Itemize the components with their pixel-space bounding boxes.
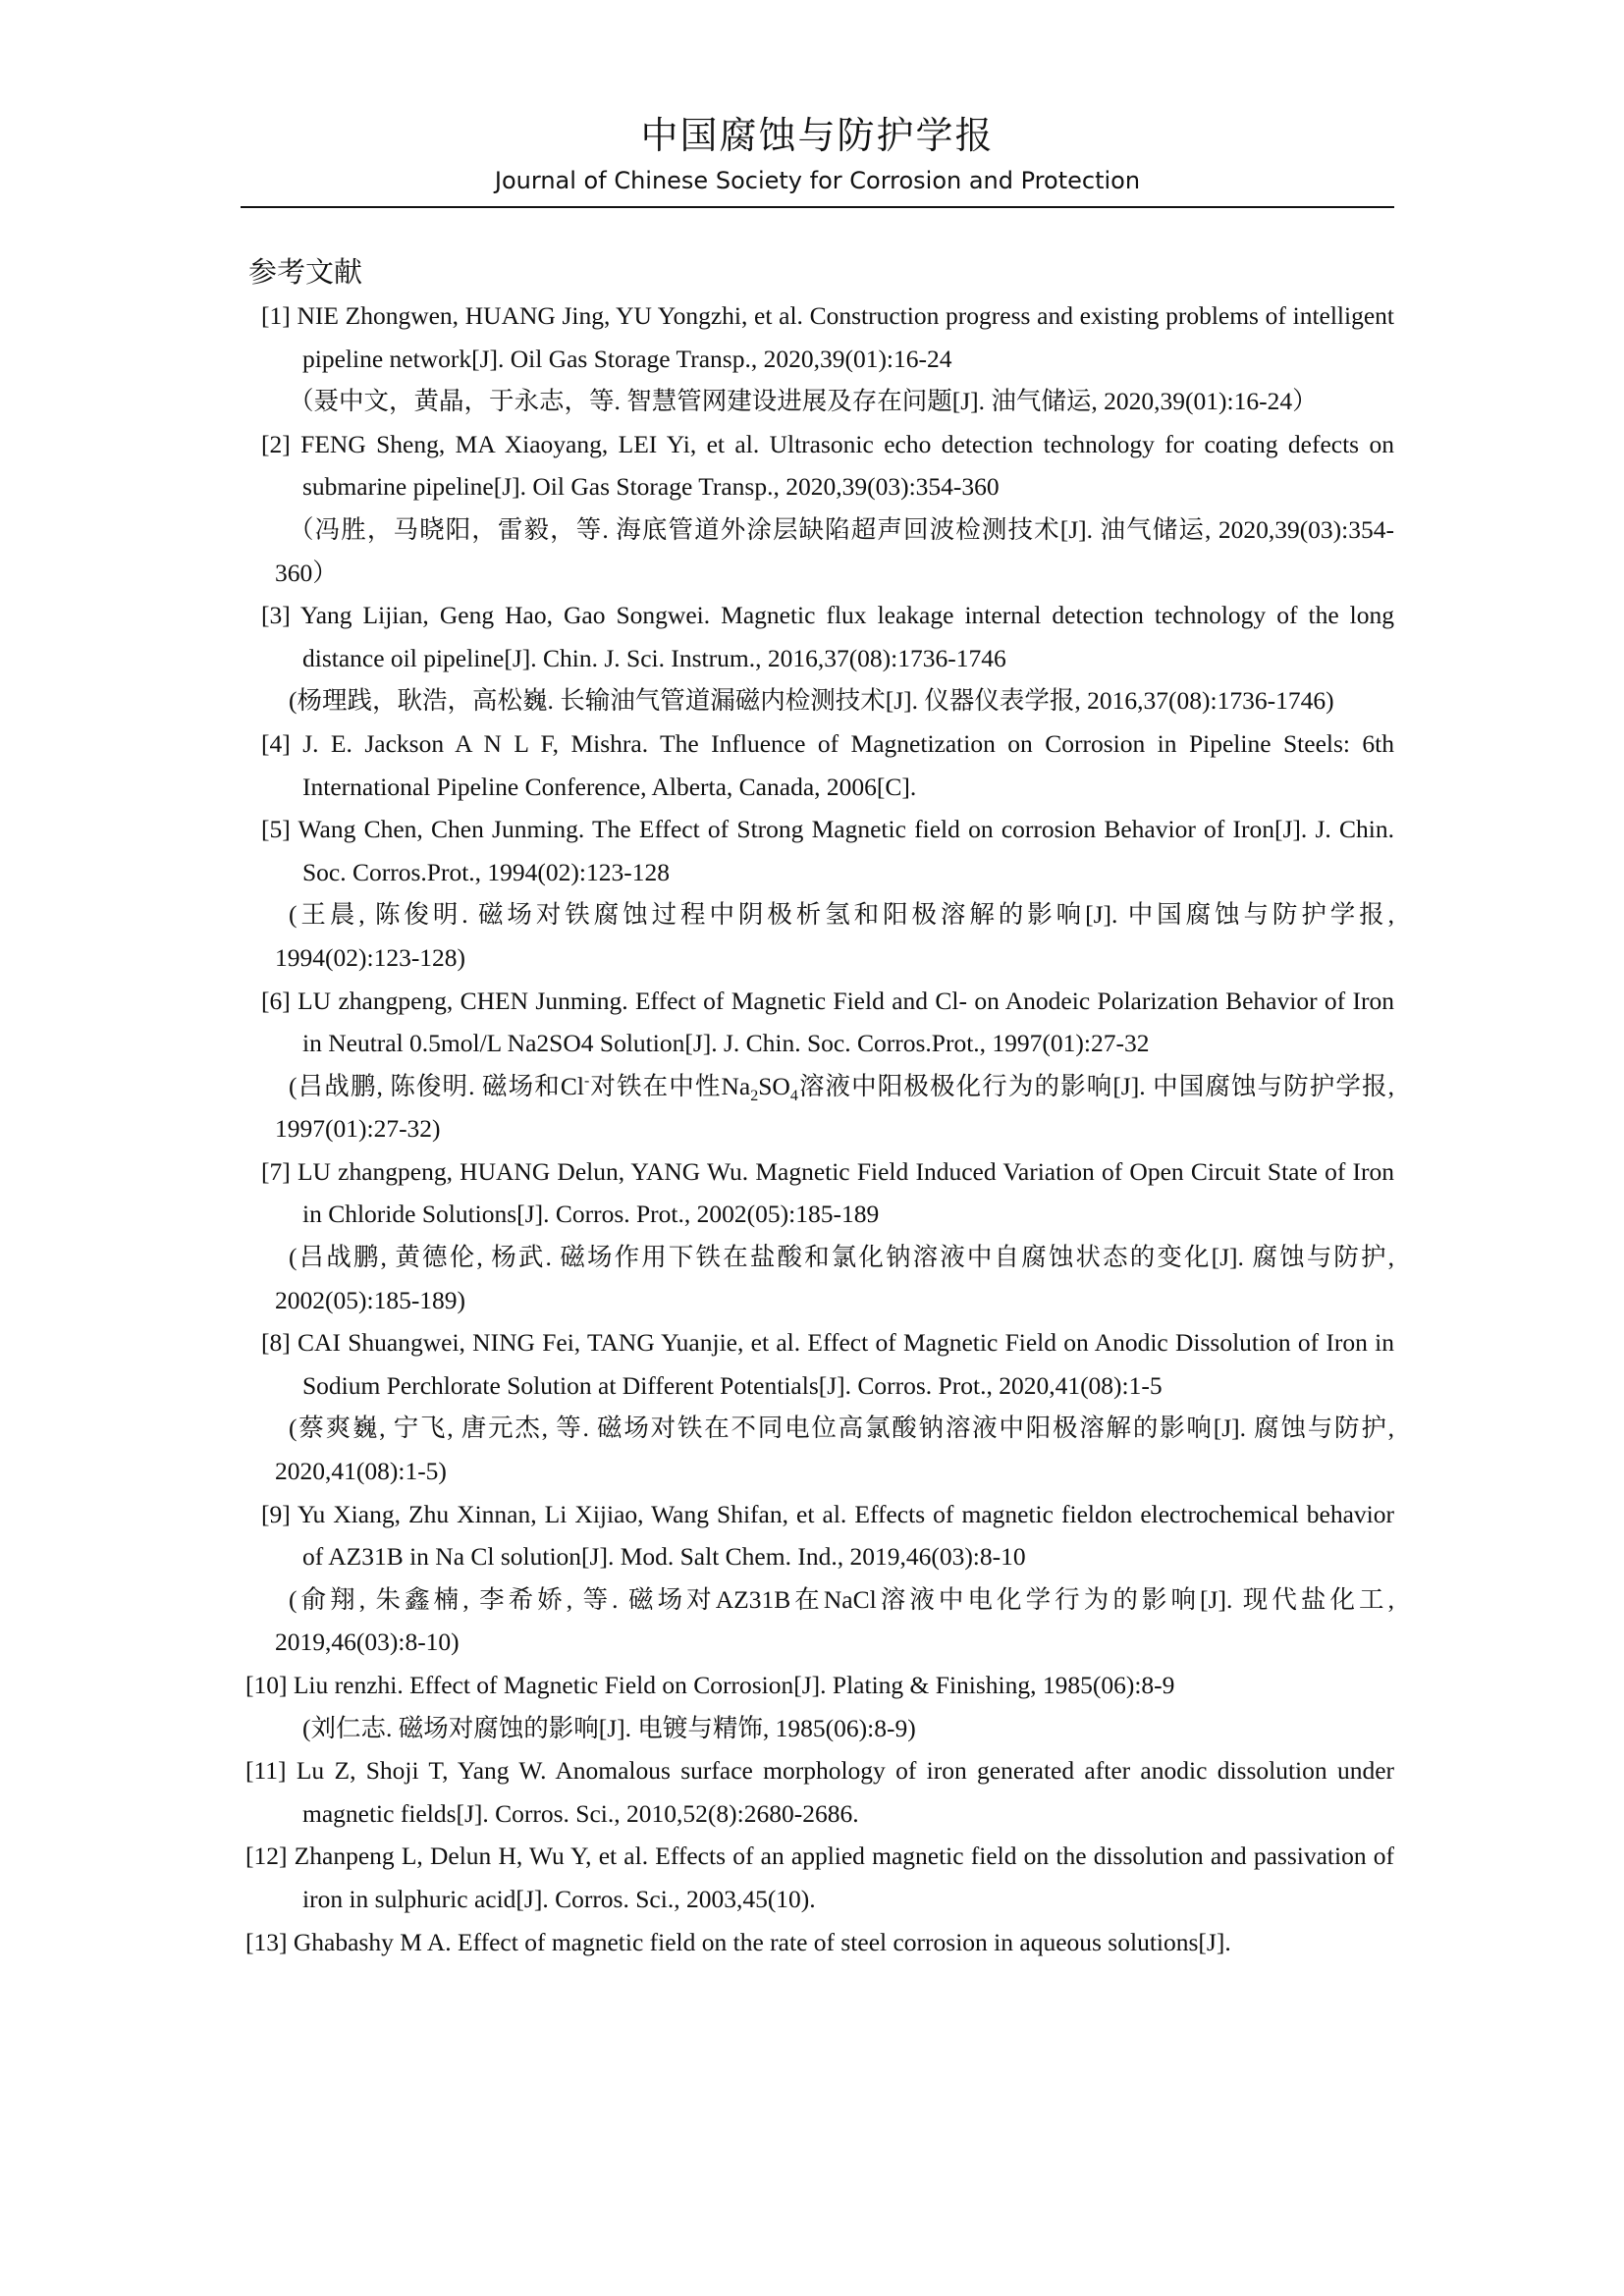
- reference-number: [7]: [261, 1156, 291, 1186]
- reference-number: [11]: [245, 1756, 287, 1786]
- reference-item: [245, 1835, 1394, 1920]
- reference-cn-part: SO: [758, 1071, 790, 1100]
- reference-cn: （聂中文，黄晶，于永志，等. 智慧管网建设进展及存在问题[J]. 油气储运, 2020,39(01):16-24）: [289, 387, 1318, 416]
- reference-en-text: J. E. Jackson A N L F, Mishra. The Influence of Magnetization on Corrosion in Pipeline Steels: 6th International Pipeline Conference, Alberta, Canada, 2006[C].: [302, 728, 1395, 801]
- reference-en: [245, 1321, 1394, 1407]
- reference-number: [8]: [261, 1328, 291, 1358]
- reference-en-text: LU zhangpeng, HUANG Delun, YANG Wu. Magnetic Field Induced Variation of Open Circuit State of Iron in Chloride Solutions[J]. Corros. Prot., 2002(05):185-189: [297, 1156, 1394, 1229]
- reference-cn: (俞翔, 朱鑫楠, 李希娇, 等. 磁场对AZ31B在NaCl溶液中电化学行为的影响[J]. 现代盐化工, 2019,46(03):8-10): [275, 1584, 1394, 1657]
- reference-number: [5]: [261, 815, 291, 844]
- reference-en-text: Yu Xiang, Zhu Xinnan, Li Xijiao, Wang Shifan, et al. Effects of magnetic fieldon electrochemical behavior of AZ31B in Na Cl solution[J]. Mod. Salt Chem. Ind., 2019,46(03):8-10: [297, 1499, 1394, 1572]
- reference-en: [245, 1664, 1394, 1707]
- reference-en-text: Lu Z, Shoji T, Yang W. Anomalous surface morphology of iron generated after anodic dissolution under magnetic fields[J]. Corros. Sci., 2010,52(8):2680-2686.: [296, 1756, 1395, 1828]
- reference-number: [12]: [245, 1842, 288, 1871]
- reference-number: [1]: [261, 301, 291, 330]
- reference-item: [245, 423, 1394, 594]
- reference-cn-part: 对铁在中性Na: [589, 1071, 751, 1100]
- journal-title-cn: 中国腐蚀与防护学报: [640, 114, 995, 157]
- reference-en-text: Wang Chen, Chen Junming. The Effect of Strong Magnetic field on corrosion Behavior of Iron[J]. J. Chin. Soc. Corros.Prot., 1994(02):123-128: [298, 815, 1394, 886]
- superscript-charge: -: [583, 1072, 590, 1090]
- reference-cn: (刘仁志. 磁场对腐蚀的影响[J]. 电镀与精饰, 1985(06):8-9): [302, 1713, 916, 1742]
- reference-cn: (杨理践，耿浩，高松巍. 长输油气管道漏磁内检测技术[J]. 仪器仪表学报, 2016,37(08):1736-1746): [289, 686, 1334, 716]
- reference-en: [245, 294, 1394, 380]
- reference-cn: （冯胜，马晓阳，雷毅，等. 海底管道外涂层缺陷超声回波检测技术[J]. 油气储运, 2020,39(03):354-360）: [275, 514, 1395, 587]
- reference-en: [245, 1150, 1394, 1236]
- reference-number: [13]: [245, 1927, 288, 1956]
- reference-en: [245, 1835, 1394, 1920]
- reference-en: [245, 1749, 1394, 1835]
- reference-en: [245, 1921, 1394, 1964]
- reference-cn: (王晨, 陈俊明. 磁场对铁腐蚀过程中阴极析氢和阳极溶解的影响[J]. 中国腐蚀与防护学报, 1994(02):123-128): [275, 900, 1394, 972]
- reference-item: [245, 1749, 1394, 1835]
- reference-en-text: CAI Shuangwei, NING Fei, TANG Yuanjie, et al. Effect of Magnetic Field on Anodic Dissolution of Iron in Sodium Perchlorate Solution at Different Potentials[J]. Corros. Prot., 2020,41(08):1-5: [298, 1328, 1394, 1400]
- reference-number: [10]: [245, 1671, 288, 1699]
- reference-cn-part: (吕战鹏, 陈俊明. 磁场和Cl: [289, 1071, 584, 1100]
- reference-number: [2]: [261, 429, 291, 458]
- reference-en-text: FENG Sheng, MA Xiaoyang, LEI Yi, et al. Ultrasonic echo detection technology for coating defects on submarine pipeline[J]. Oil Gas Storage Transp., 2020,39(03):354-360: [300, 429, 1395, 502]
- reference-en-text: Yang Lijian, Geng Hao, Gao Songwei. Magnetic flux leakage internal detection technology of the long distance oil pipeline[J]. Chin. J. Sci. Instrum., 2016,37(08):1736-1746: [299, 601, 1394, 672]
- subscript-index: 2: [750, 1087, 759, 1104]
- reference-item: [245, 294, 1394, 423]
- reference-cn: [245, 1065, 1394, 1150]
- reference-en-text: NIE Zhongwen, HUANG Jing, YU Yongzhi, et al. Construction progress and existing problems of intelligent pipeline network[J]. Oil Gas Storage Transp., 2020,39(01):16-24: [297, 301, 1395, 373]
- reference-en: [245, 722, 1394, 808]
- journal-header: [241, 110, 1394, 198]
- subscript-index: 4: [789, 1087, 798, 1104]
- journal-title-en: Journal of Chinese Society for Corrosion and Protection: [494, 167, 1141, 194]
- reference-en: [245, 1493, 1394, 1578]
- reference-en: [245, 808, 1394, 893]
- reference-number: [4]: [261, 728, 291, 758]
- reference-number: [3]: [261, 601, 291, 630]
- reference-item: [245, 1921, 1394, 1964]
- reference-en-text: Ghabashy M A. Effect of magnetic field on the rate of steel corrosion in aqueous solutions[J].: [293, 1927, 1231, 1956]
- reference-item: [245, 1664, 1394, 1749]
- reference-en: [245, 423, 1394, 508]
- header-rule: [241, 206, 1394, 208]
- reference-en-text: Liu renzhi. Effect of Magnetic Field on Corrosion[J]. Plating & Finishing, 1985(06):8-9: [293, 1671, 1175, 1699]
- reference-item: [245, 1493, 1394, 1664]
- reference-cn: (吕战鹏, 黄德伦, 杨武. 磁场作用下铁在盐酸和氯化钠溶液中自腐蚀状态的变化[J]. 腐蚀与防护, 2002(05):185-189): [275, 1243, 1394, 1314]
- reference-number: [6]: [261, 986, 291, 1015]
- reference-en: [245, 594, 1394, 679]
- reference-item: [245, 1150, 1394, 1321]
- reference-item: [245, 594, 1394, 722]
- reference-cn-part: 溶液中阳极极化行为的影响[J]. 中国腐蚀与防护学报, 1997(01):27-32): [275, 1071, 1394, 1144]
- reference-item: [245, 722, 1394, 808]
- reference-item: [245, 980, 1394, 1150]
- reference-item: [245, 808, 1394, 979]
- reference-item: [245, 1321, 1394, 1492]
- reference-list: [245, 294, 1394, 1963]
- reference-cn: (蔡爽巍, 宁飞, 唐元杰, 等. 磁场对铁在不同电位高氯酸钠溶液中阳极溶解的影响[J]. 腐蚀与防护, 2020,41(08):1-5): [275, 1414, 1394, 1486]
- section-title: 参考文献: [248, 255, 363, 289]
- reference-en: [245, 980, 1394, 1065]
- reference-en-text: Zhanpeng L, Delun H, Wu Y, et al. Effects of an applied magnetic field on the dissolution and passivation of iron in sulphuric acid[J]. Corros. Sci., 2003,45(10).: [294, 1842, 1394, 1913]
- reference-en-text: LU zhangpeng, CHEN Junming. Effect of Magnetic Field and Cl- on Anodeic Polarization Behavior of Iron in Neutral 0.5mol/L Na2SO4 Solution[J]. J. Chin. Soc. Corros.Prot., 1997(01):27-32: [298, 986, 1394, 1058]
- reference-number: [9]: [261, 1499, 291, 1528]
